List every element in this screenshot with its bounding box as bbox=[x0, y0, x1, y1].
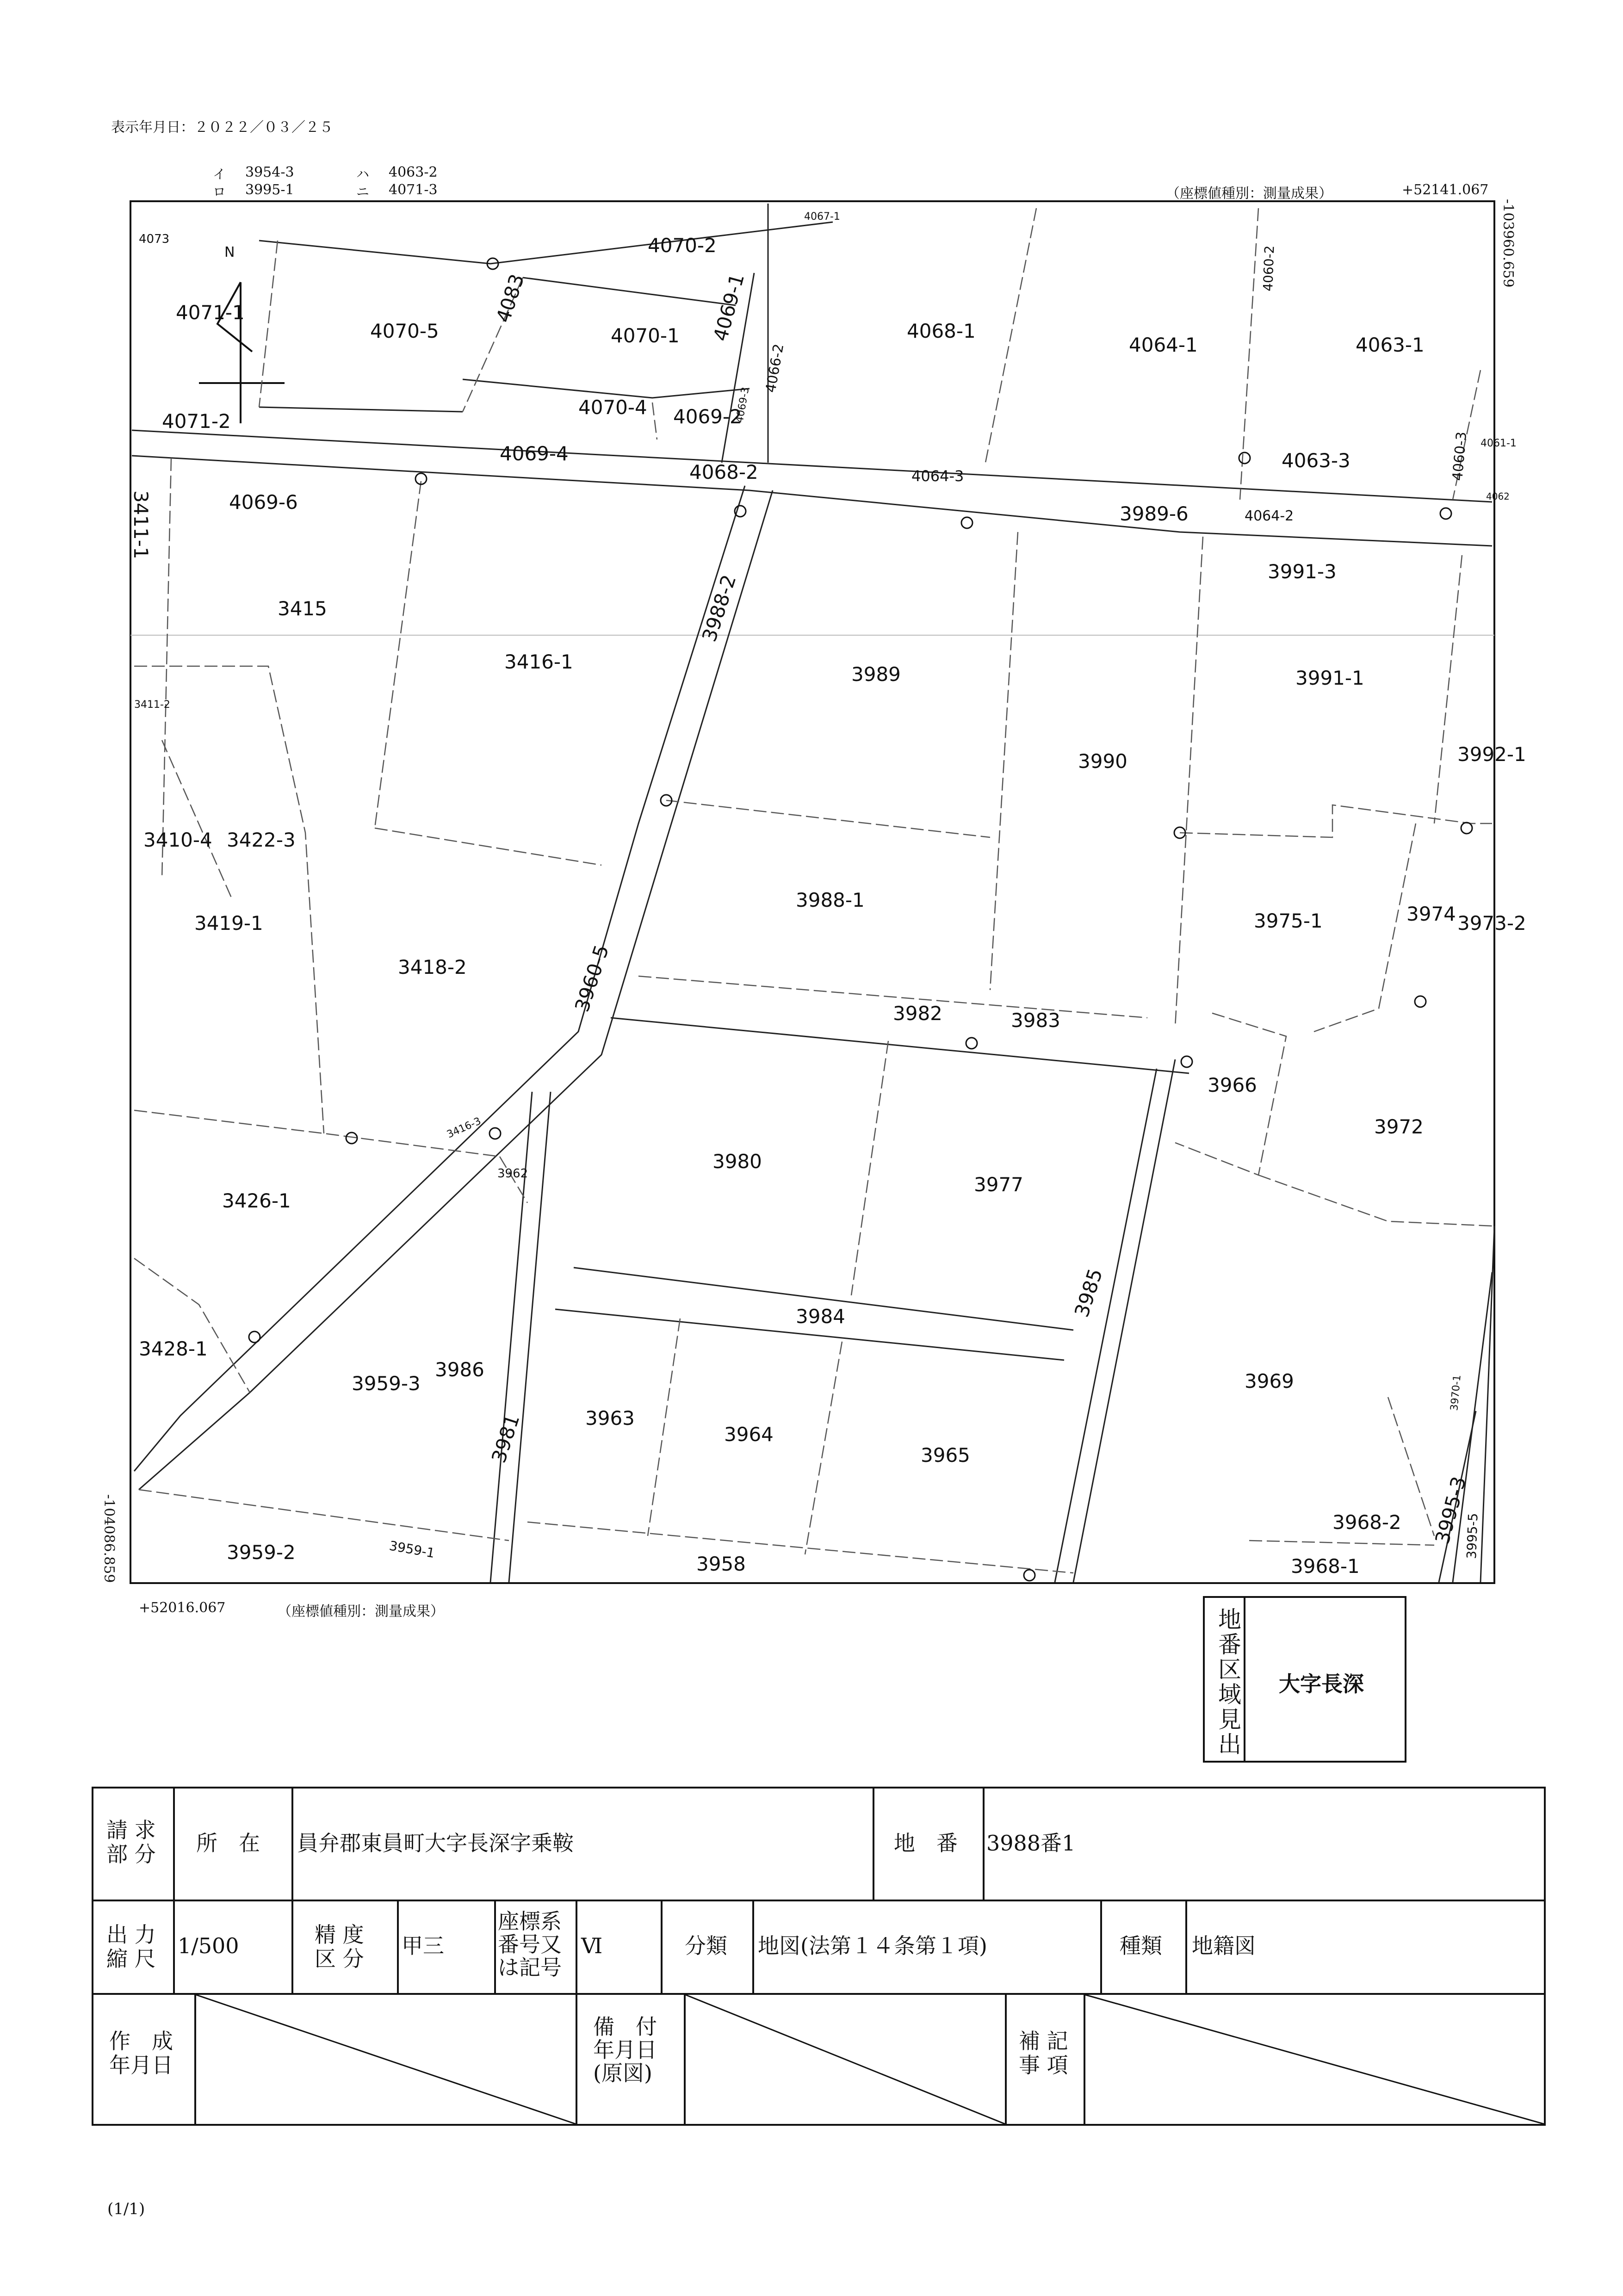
legend-mark: イ bbox=[213, 167, 226, 182]
road-edge bbox=[490, 1092, 532, 1582]
parcel-boundary bbox=[1434, 555, 1462, 823]
parcel-label: 4069-3 bbox=[734, 386, 752, 424]
parcel-label: 3982 bbox=[893, 1002, 942, 1025]
parcel-label: 4063-1 bbox=[1356, 334, 1425, 356]
coord-bottom-left: +52016.067 bbox=[139, 1600, 226, 1616]
survey-point-icon bbox=[966, 1038, 977, 1049]
parcel-labels bbox=[130, 211, 1526, 1578]
parcel-label: 3991-1 bbox=[1295, 667, 1364, 689]
parcel-label: 4062 bbox=[1486, 491, 1510, 502]
survey-point-icon bbox=[1440, 508, 1451, 519]
parcel-boundary bbox=[805, 1342, 842, 1554]
requester-label: 請 求 部 分 bbox=[106, 1818, 156, 1867]
parcel-label: 3965 bbox=[921, 1444, 970, 1467]
parcel-label: 4066-2 bbox=[762, 342, 787, 394]
road-edge bbox=[611, 1018, 1189, 1073]
parcel-boundary bbox=[648, 1318, 680, 1536]
parcel-boundary bbox=[666, 800, 990, 837]
road-edge bbox=[523, 278, 736, 305]
road-edge bbox=[463, 379, 750, 398]
parcel-label: 3968-1 bbox=[1291, 1555, 1360, 1578]
location-value: 員弁郡東員町大字長深字乗鞍 bbox=[297, 1831, 574, 1856]
remarks-label: 備 付 年月日 (原図) bbox=[593, 2014, 657, 2086]
parcel-label: 3958 bbox=[696, 1553, 746, 1575]
district-title: 地番区域見出 bbox=[1214, 1607, 1241, 1757]
north-label: N bbox=[224, 244, 235, 260]
survey-point-icon bbox=[249, 1331, 260, 1343]
parcel-label: 4064-2 bbox=[1245, 508, 1294, 524]
survey-point-icon bbox=[1181, 1056, 1192, 1067]
parcel-boundary bbox=[1180, 805, 1492, 837]
parcel-label: 4068-2 bbox=[689, 461, 758, 483]
parcel-label: 3966 bbox=[1208, 1074, 1257, 1096]
supplement-label: 補 記 事 項 bbox=[1019, 2029, 1068, 2078]
survey-point-icon bbox=[1239, 452, 1250, 464]
parcel-label: 3977 bbox=[974, 1173, 1023, 1196]
parcel-boundary bbox=[1249, 1541, 1434, 1545]
parcel-boundary bbox=[990, 532, 1018, 990]
lot-label: 地 番 bbox=[894, 1831, 958, 1856]
parcel-label: 3991-3 bbox=[1268, 560, 1337, 583]
road-edge bbox=[259, 407, 463, 412]
parcel-label: 3973-2 bbox=[1457, 912, 1526, 934]
parcel-label: 3415 bbox=[278, 597, 327, 620]
parcel-label: 3972 bbox=[1374, 1115, 1424, 1138]
parcel-label: 3980 bbox=[712, 1150, 762, 1173]
parcel-label: 3969 bbox=[1245, 1370, 1294, 1392]
parcel-label: 4061-1 bbox=[1481, 438, 1517, 449]
legend-value: 3954-3 bbox=[245, 164, 294, 180]
parcel-boundary bbox=[134, 1110, 500, 1157]
parcel-label: 3428-1 bbox=[139, 1337, 208, 1360]
parcel-label: 3410-4 bbox=[143, 829, 212, 851]
survey-point-icon bbox=[489, 1128, 501, 1139]
parcel-label: 3975-1 bbox=[1254, 910, 1323, 932]
parcel-label: 4071-2 bbox=[162, 410, 231, 433]
coord-type-bottom: （座標値種別：測量成果） bbox=[278, 1603, 444, 1620]
legend-mark: ハ bbox=[356, 167, 370, 182]
parcel-label: 4069-2 bbox=[673, 405, 742, 428]
parcel-label: 3992-1 bbox=[1457, 743, 1526, 766]
parcel-label: 4060-2 bbox=[1260, 245, 1277, 292]
parcel-label: 3962 bbox=[497, 1167, 528, 1181]
coord-system-label: 座標系 番号又 は記号 bbox=[498, 1909, 562, 1980]
coord-type-top: （座標値種別：測量成果） bbox=[1166, 186, 1332, 202]
parcel-label: 3989-6 bbox=[1120, 502, 1189, 525]
display-date: 表示年月日：２０２２／０３／２５ bbox=[111, 119, 333, 136]
parcel-boundary bbox=[851, 1041, 888, 1295]
parcel-label: 4069-6 bbox=[229, 491, 298, 514]
survey-point-icon bbox=[1024, 1570, 1035, 1581]
parcel-boundary bbox=[375, 828, 601, 865]
parcel-label: 3960-5 bbox=[570, 942, 613, 1015]
survey-point-icon bbox=[1415, 996, 1426, 1007]
info-table bbox=[92, 1787, 1546, 2126]
parcel-boundary bbox=[134, 1258, 250, 1392]
coord-left-bottom: -104086.859 bbox=[101, 1494, 117, 1583]
parcel-label: 4070-2 bbox=[648, 234, 717, 257]
parcel-label: 4064-3 bbox=[911, 467, 964, 485]
parcel-boundary bbox=[1175, 537, 1203, 1027]
category-label: 分類 bbox=[685, 1933, 727, 1958]
legend-mark: ロ bbox=[213, 184, 226, 199]
legend-value: 4063-2 bbox=[389, 164, 438, 180]
road-edge bbox=[1481, 1226, 1494, 1582]
type-label: 種類 bbox=[1120, 1933, 1162, 1958]
parcel-boundary bbox=[162, 740, 231, 897]
road-edge bbox=[259, 222, 833, 264]
district-value: 大字長深 bbox=[1279, 1671, 1364, 1696]
parcel-label: 3989 bbox=[851, 663, 901, 686]
parcel-label: 3416-3 bbox=[445, 1115, 483, 1141]
precision-value: 甲三 bbox=[402, 1933, 444, 1958]
type-value: 地籍図 bbox=[1192, 1933, 1256, 1958]
parcel-label: 3959-1 bbox=[388, 1538, 436, 1561]
scale-value: 1/500 bbox=[178, 1933, 239, 1958]
parcel-label: 3974 bbox=[1406, 903, 1456, 925]
parcel-label: 4069-1 bbox=[709, 271, 749, 344]
page-indicator: (1/1) bbox=[107, 2200, 145, 2218]
coord-system-value: Ⅵ bbox=[581, 1933, 603, 1958]
district-box bbox=[1203, 1596, 1406, 1763]
parcel-label: 4083 bbox=[491, 271, 529, 326]
legend-value: 4071-3 bbox=[389, 182, 438, 198]
parcel-label: 4070-5 bbox=[370, 320, 439, 342]
parcel-boundary bbox=[985, 208, 1036, 463]
parcel-label: 3411-1 bbox=[130, 490, 152, 559]
parcel-boundary bbox=[134, 666, 324, 1133]
parcel-boundary bbox=[162, 458, 171, 879]
parcel-label: 3984 bbox=[796, 1305, 845, 1328]
parcel-label: 3422-3 bbox=[227, 829, 296, 851]
road-edge bbox=[1073, 1059, 1175, 1582]
survey-point-icon bbox=[1461, 823, 1472, 834]
parcel-boundary bbox=[1314, 823, 1416, 1032]
parcel-label: 4070-1 bbox=[611, 324, 680, 347]
parcel-label: 3995-3 bbox=[1431, 1474, 1471, 1547]
parcel-label: 3418-2 bbox=[398, 956, 467, 978]
parcel-label: 3981 bbox=[487, 1411, 524, 1466]
parcel-label: 3416-1 bbox=[504, 650, 573, 673]
parcel-label: 3411-2 bbox=[134, 699, 170, 711]
category-value: 地図(法第１４条第１項) bbox=[758, 1933, 987, 1958]
survey-point-icon bbox=[961, 517, 973, 528]
parcel-label: 3970-1 bbox=[1449, 1374, 1463, 1411]
parcel-boundary bbox=[652, 402, 657, 439]
precision-label: 精 度 区 分 bbox=[315, 1922, 364, 1971]
parcel-label: 3419-1 bbox=[194, 912, 263, 934]
parcel-boundary bbox=[139, 1490, 509, 1541]
parcel-label: 4067-1 bbox=[804, 211, 840, 223]
road-edge bbox=[134, 486, 745, 1471]
parcel-label: 4064-1 bbox=[1129, 334, 1198, 356]
parcel-label: 3959-3 bbox=[352, 1372, 421, 1395]
legend-value: 3995-1 bbox=[245, 182, 294, 198]
parcel-label: 4071-1 bbox=[176, 301, 245, 324]
parcel-label: 3968-2 bbox=[1332, 1511, 1401, 1534]
parcel-boundary bbox=[375, 481, 421, 828]
parcel-label: 4063-3 bbox=[1282, 449, 1350, 472]
parcel-label: 3986 bbox=[435, 1358, 484, 1381]
parcel-label: 3985 bbox=[1070, 1266, 1107, 1320]
road-edge bbox=[139, 490, 773, 1490]
road-edge bbox=[1055, 1069, 1157, 1582]
road-edge bbox=[509, 1092, 551, 1582]
parcel-label: 3990 bbox=[1078, 750, 1127, 773]
parcel-boundary bbox=[1258, 1175, 1492, 1226]
coord-right-top: -103960.659 bbox=[1500, 199, 1516, 288]
parcel-label: 3426-1 bbox=[222, 1189, 291, 1212]
parcel-label: 3964 bbox=[724, 1423, 774, 1446]
parcel-label: 3963 bbox=[585, 1407, 635, 1430]
parcel-label: 3988-2 bbox=[697, 572, 741, 645]
location-label: 所 在 bbox=[196, 1831, 260, 1856]
parcel-label: 3983 bbox=[1011, 1009, 1060, 1032]
scale-label: 出 力 縮 尺 bbox=[106, 1922, 156, 1971]
legend-mark: ニ bbox=[356, 184, 370, 199]
parcel-label: 4069-4 bbox=[500, 442, 569, 465]
lot-value: 3988番1 bbox=[986, 1831, 1076, 1856]
created-label: 作 成 年月日 bbox=[109, 2029, 173, 2078]
parcel-label: 3988-1 bbox=[796, 889, 865, 911]
parcel-label: 3995-5 bbox=[1464, 1512, 1481, 1560]
parcel-label: 4068-1 bbox=[907, 320, 976, 342]
parcel-label: 3959-2 bbox=[227, 1541, 296, 1564]
parcel-label: 4060-3 bbox=[1450, 431, 1470, 482]
parcel-label: 4073 bbox=[139, 232, 170, 246]
coord-top-right: +52141.067 bbox=[1402, 182, 1489, 198]
parcel-boundary bbox=[527, 1522, 1073, 1573]
parcel-label: 4070-4 bbox=[578, 396, 647, 419]
